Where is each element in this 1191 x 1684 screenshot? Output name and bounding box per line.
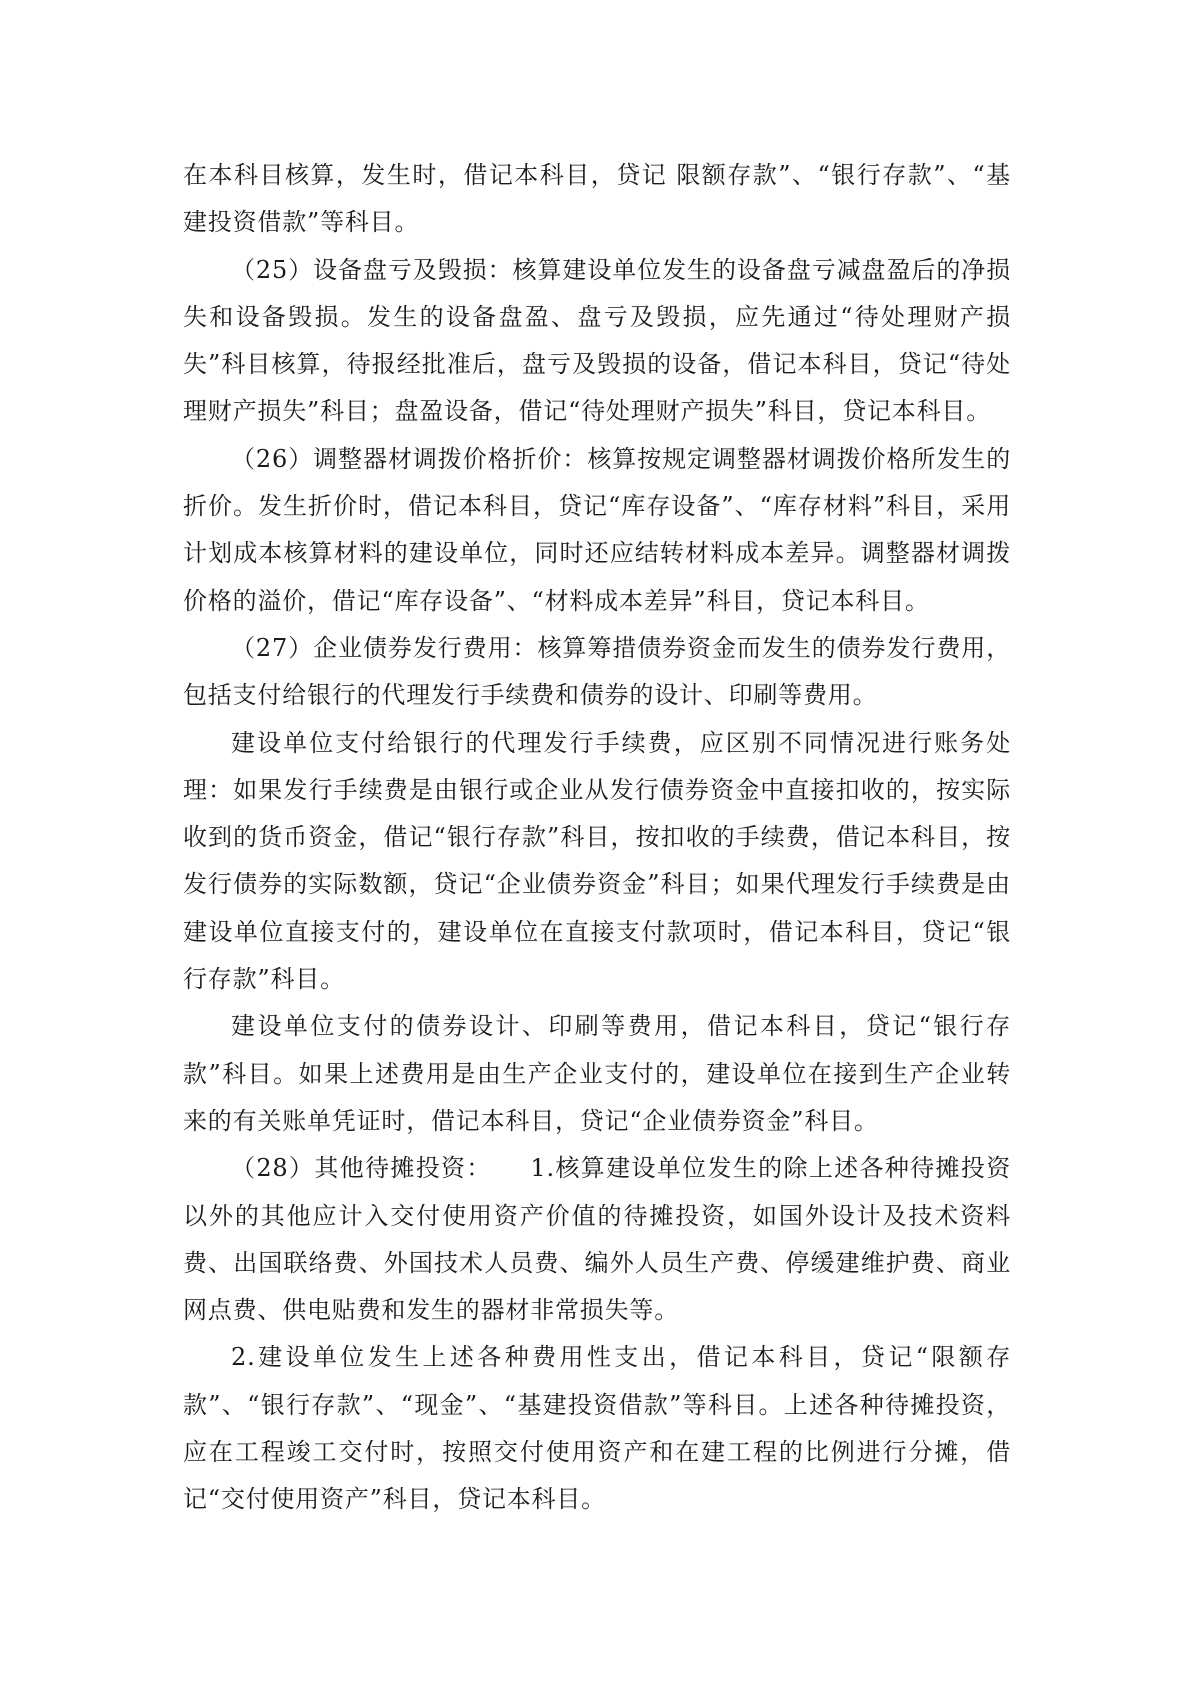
document-page bbox=[183, 152, 1011, 1524]
paragraph-27-bond-issuance-cost: （27）企业债券发行费用：核算筹措债券资金而发生的债券发行费用，包括支付给银行的代理发行手续费和债券的设计、印刷等费用。 bbox=[183, 633, 1011, 710]
paragraph-bond-agency-fee: 建设单位支付给银行的代理发行手续费，应区别不同情况进行账务处理：如果发行手续费是由银行或企业从发行债券资金中直接扣收的，按实际收到的货币资金，借记“银行存款”科目，按扣收的手续费，借记本科目，按发行债券的实际数额，贷记“企业债券资金”科目；如果代理发行手续费是由建设单位直接支付的，建设单位在直接支付款项时，借记本科目，贷记“银行存款”科目。 bbox=[183, 728, 1011, 994]
paragraph-bond-design-print-cost: 建设单位支付的债券设计、印刷等费用，借记本科目，贷记“银行存款”科目。如果上述费用是由生产企业支付的，建设单位在接到生产企业转来的有关账单凭证时，借记本科目，贷记“企业债券资金”科目。 bbox=[183, 1012, 1011, 1135]
paragraph-28-item-2: 2.建设单位发生上述各种费用性支出，借记本科目，贷记“限额存款”、“银行存款”、“现金”、“基建投资借款”等科目。上述各种待摊投资，应在工程竣工交付时，按照交付使用资产和在建工程的比例进行分摊，借记“交付使用资产”科目，贷记本科目。 bbox=[183, 1343, 1011, 1514]
paragraph-25-equipment-loss: （25）设备盘亏及毁损：核算建设单位发生的设备盘亏减盘盈后的净损失和设备毁损。发生的设备盘盈、盘亏及毁损，应先通过“待处理财产损失”科目核算，待报经批准后，盘亏及毁损的设备，借记本科目，贷记“待处理财产损失”科目；盘盈设备，借记“待处理财产损失”科目，贷记本科目。 bbox=[183, 255, 1011, 426]
paragraph-28-other-deferred-investment: （28）其他待摊投资： 1.核算建设单位发生的除上述各种待摊投资以外的其他应计入交付使用资产价值的待摊投资，如国外设计及技术资料费、出国联络费、外国技术人员费、编外人员生产费、停缓建维护费、商业网点费、供电贴费和发生的器材非常损失等。 bbox=[183, 1154, 1011, 1325]
paragraph-26-price-adjustment: （26）调整器材调拨价格折价：核算按规定调整器材调拨价格所发生的折价。发生折价时，借记本科目，贷记“库存设备”、“库存材料”科目，采用计划成本核算材料的建设单位，同时还应结转材料成本差异。调整器材调拨价格的溢价，借记“库存设备”、“材料成本差异”科目，贷记本科目。 bbox=[183, 444, 1011, 615]
paragraph-continuation: 在本科目核算，发生时，借记本科目，贷记 限额存款”、“银行存款”、“基建投资借款”等科目。 bbox=[183, 161, 1011, 237]
